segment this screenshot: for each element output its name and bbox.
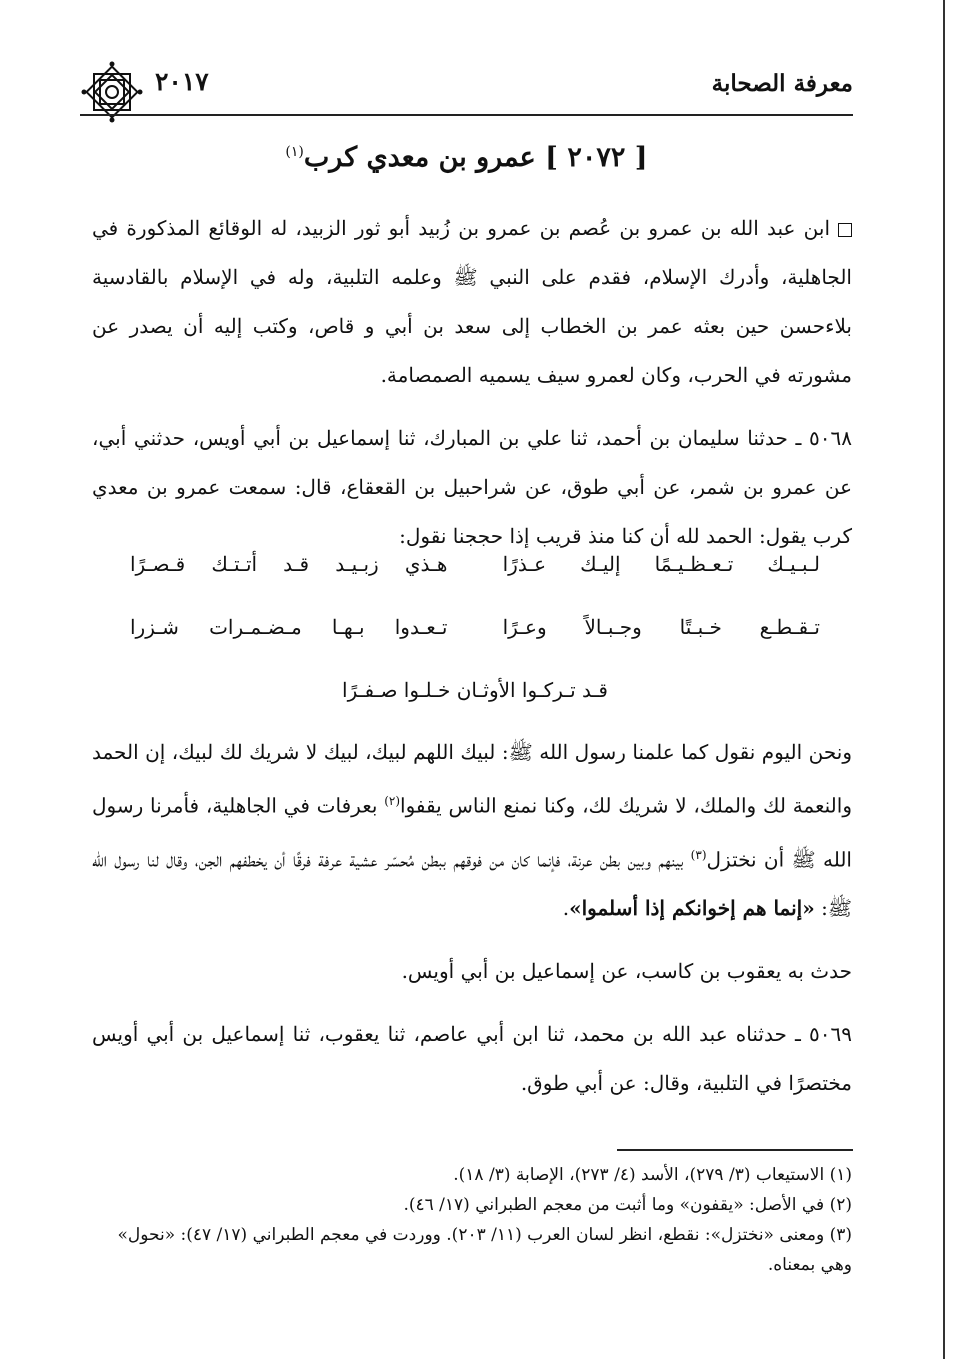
footnote-item: (١) الاستيعاب (٣/ ٢٧٩)، الأسد (٤/ ٢٧٣)، الإصابة (٣/ ١٨). [453, 1165, 852, 1185]
talbiya-paragraph: ونحن اليوم نقول كما علمنا رسول الله ﷺ: لبيك اللهم لبيك، لبيك لا شريك لك لبيك، إن الحمد والنعمة لك والملك، لا شريك لك، وكنا نمنع الناس يقفوا$^{(٢)}$ بعرفات في الجاهلية، فأمرنا رسول الله ﷺ أن نختزل$^{(٣)}$ بينهم وبين بطن عرنة، فإنما كان من فوقهم ببطن مُحسّر عشية عرفة فرقًا أن يخطفهم الجن، وقال لنا رسول الله ﷺ: «إنما هم إخوانكم إذا أسلموا». [92, 740, 853, 921]
narration-paragraph: حدث به يعقوب بن كاسب، عن إسماعيل بن أبي أويس. [401, 959, 852, 984]
square-marker-icon [838, 223, 852, 237]
hadith-5068-paragraph: ٥٠٦٨ ـ حدثنا سليمان بن أحمد، ثنا علي بن المبارك، ثنا إسماعيل بن أبي أويس، حدثني أبي، عن عمرو بن شمر، عن أبي طوق، عن شراحبيل بن القعقاع، قال: سمعت عمرو بن معدي كرب يقول: الحمد لله أن كنا منذ قريب إذا حججنا نقول: [92, 426, 852, 548]
footnote-ref-1: (١) [285, 144, 304, 160]
poem-hemistich: تـعـدوا بـهـا مـضـمـرات شـزرا [130, 615, 448, 639]
body-text-continued [92, 728, 852, 1122]
footnote-item: (٢) في الأصل: «يقفون» وما أثبت من معجم الطبراني (١٧/ ٤٦). [403, 1195, 852, 1215]
footnote-ref-3: (٣) [690, 847, 707, 862]
header-rule [80, 114, 853, 116]
footnote-rule [617, 1149, 853, 1151]
poem-line-single: قـد تـركـوا الأوثـان خـلـوا صـفـرًا [342, 678, 608, 702]
page-edge-line [943, 0, 945, 1359]
footnote-item: (٣) ومعنى «نختزل»: نقطع، انظر لسان العرب (١١/ ٢٠٣). ووردت في معجم الطبراني (١٧/ ٤٧): «نحول» وهي بمعناه. [117, 1225, 852, 1275]
entry-title-text: [ ٢٠٧٢ ] عمرو بن معدي كرب [303, 142, 648, 173]
page-header [80, 64, 853, 114]
intro-paragraph: ابن عبد الله بن عمرو بن عُصم بن عمرو بن زُبيد أبو ثور الزبيد، له الوقائع المذكورة في الجاهلية، وأدرك الإسلام، فقدم على النبي ﷺ وعلمه التلبية، وله في الإسلام بالقادسية بلاءحسن حين بعثه عمر بن الخطاب إلى سعد بن أبي و قاص، وكتب إليه أن يصدر عن مشورته في الحرب، وكان لعمرو سيف يسميه الصمصامة. [92, 216, 852, 387]
poem-line [130, 552, 820, 615]
body-text [92, 204, 852, 575]
footnote-ref-2: (٢) [384, 794, 401, 808]
running-title: معرفة الصحابة [711, 70, 853, 97]
poem-line [130, 615, 820, 678]
page-number: ٢٠١٧ [155, 67, 209, 96]
hadith-quote: «إنما هم إخوانكم إذا أسلموا» [569, 896, 815, 921]
hadith-5069-paragraph: ٥٠٦٩ ـ حدثناه عبد الله بن محمد، ثنا ابن أبي عاصم، ثنا يعقوب، ثنا إسماعيل بن أبي أويس مختصرًا في التلبية، وقال: عن أبي طوق. [92, 1022, 852, 1096]
entry-title [80, 142, 853, 173]
footnotes [92, 1160, 852, 1280]
poem [130, 552, 820, 741]
poem-hemistich: لـبـيـك تـعـظـيـمًا إليـك عـذرًا [502, 552, 820, 576]
poem-hemistich: تـقـطـع خـبـتًا وجـبـالاً وعـرًا [502, 615, 820, 639]
poem-hemistich: هـذي زبـيـد قـد أتـتـك قـصـرًا [130, 552, 448, 576]
